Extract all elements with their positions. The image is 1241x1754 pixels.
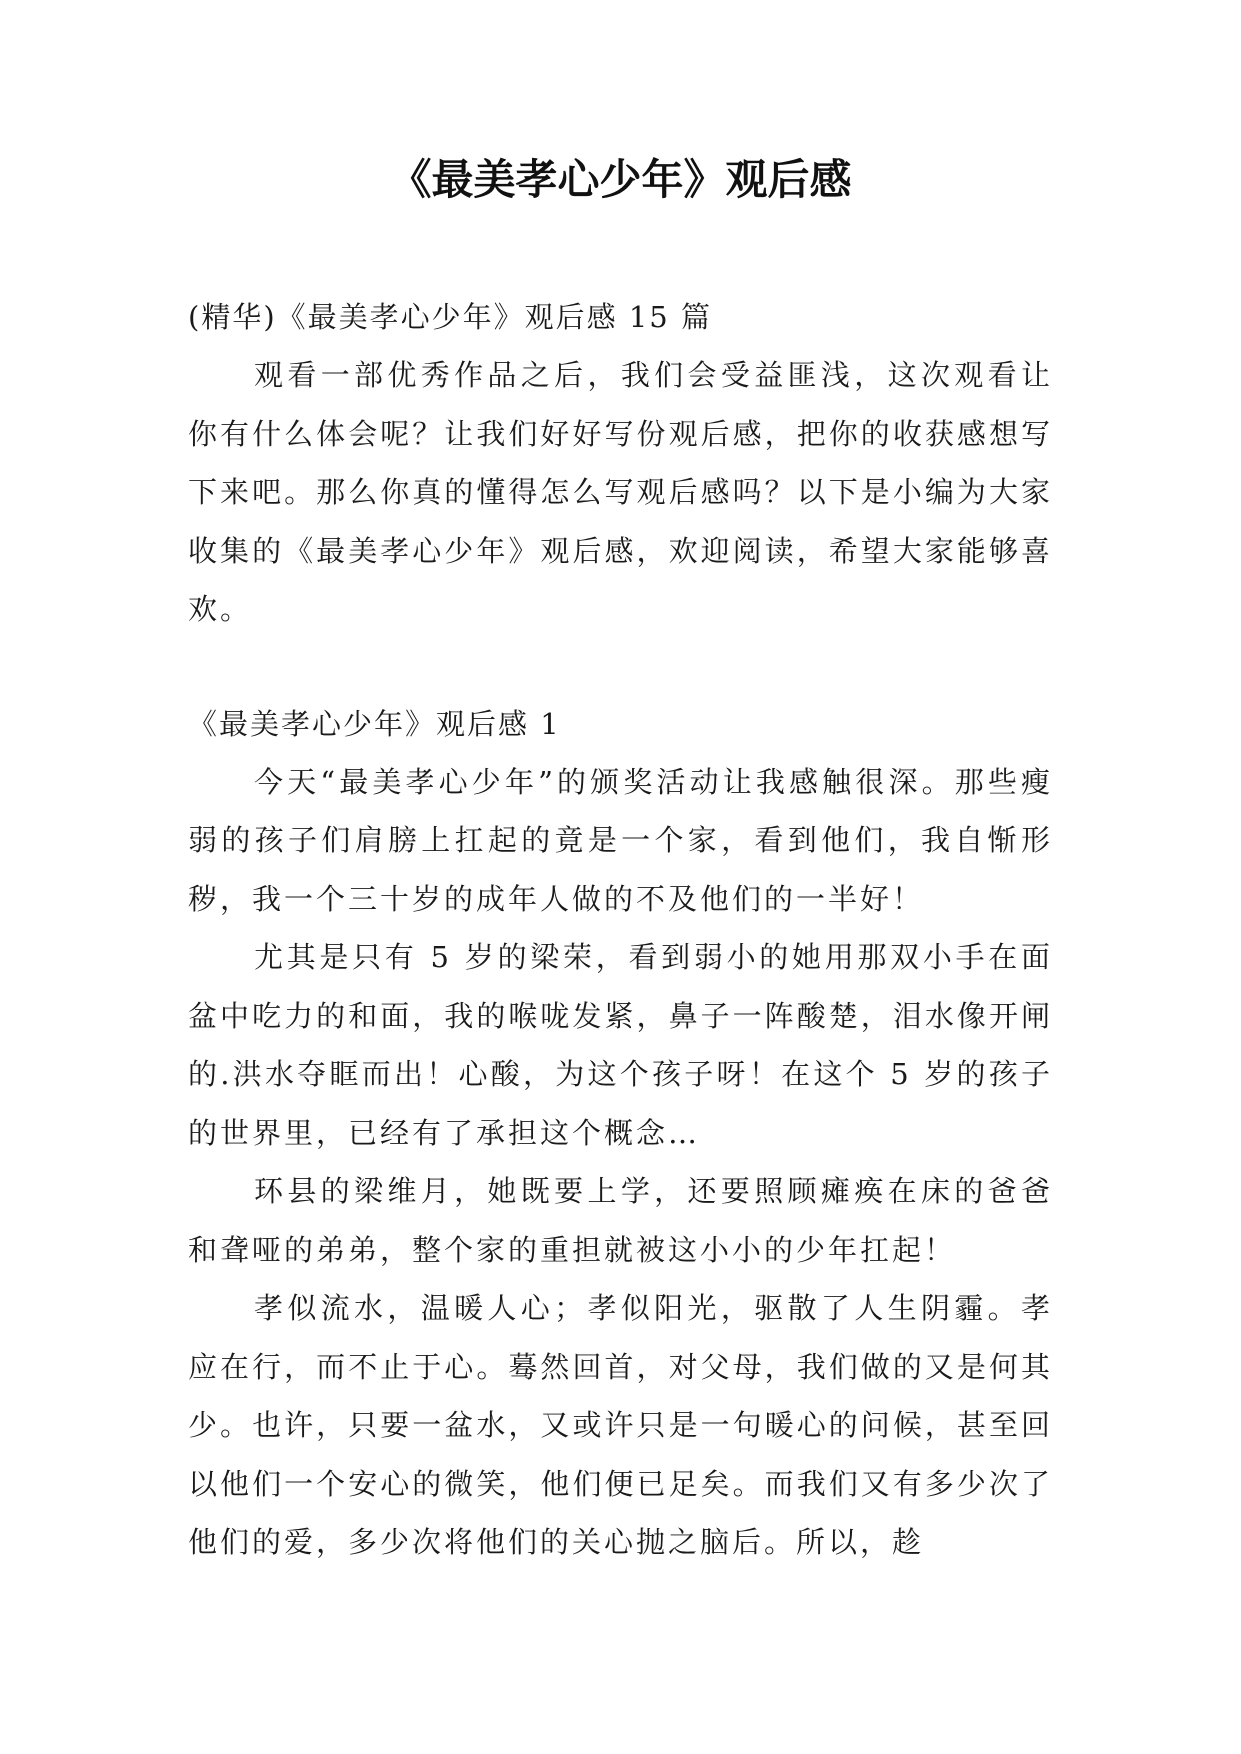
intro-paragraph: 观看一部优秀作品之后，我们会受益匪浅，这次观看让你有什么体会呢？让我们好好写份观后感，把你的收获感想写下来吧。那么你真的懂得怎么写观后感吗？以下是小编为大家收集的《最美孝心少年》观后感，欢迎阅读，希望大家能够喜欢。 [188, 358, 1053, 626]
document-subtitle: (精华)《最美孝心少年》观后感 15 篇 [188, 300, 712, 334]
section-spacer [188, 639, 1053, 695]
document-title: 《最美孝心少年》观后感 [389, 155, 852, 204]
body-paragraph: 孝似流水，温暖人心；孝似阳光，驱散了人生阴霾。孝应在行，而不止于心。蓦然回首，对父母，我们做的又是何其少。也许，只要一盆水，又或许只是一句暖心的问候，甚至回以他们一个安心的微笑，他们便已足矣。而我们又有多少次了他们的爱，多少次将他们的关心抛之脑后。所以，趁 [188, 1291, 1053, 1559]
body-paragraph: 今天“最美孝心少年”的颁奖活动让我感触很深。那些瘦弱的孩子们肩膀上扛起的竟是一个家，看到他们，我自惭形秽，我一个三十岁的成年人做的不及他们的一半好！ [188, 764, 1053, 916]
body-paragraph: 尤其是只有 5 岁的梁荣，看到弱小的她用那双小手在面盆中吃力的和面，我的喉咙发紧，鼻子一阵酸楚，泪水像开闸的.洪水夺眶而出！心酸，为这个孩子呀！在这个 5 岁的孩子的世界里，已经有了承担这个概念… [188, 940, 1053, 1150]
section-heading: 《最美孝心少年》观后感 1 [188, 706, 561, 741]
document-body [188, 288, 1053, 1572]
body-paragraph: 环县的梁维月，她既要上学，还要照顾瘫痪在床的爸爸和聋哑的弟弟，整个家的重担就被这小小的少年扛起！ [188, 1174, 1053, 1267]
